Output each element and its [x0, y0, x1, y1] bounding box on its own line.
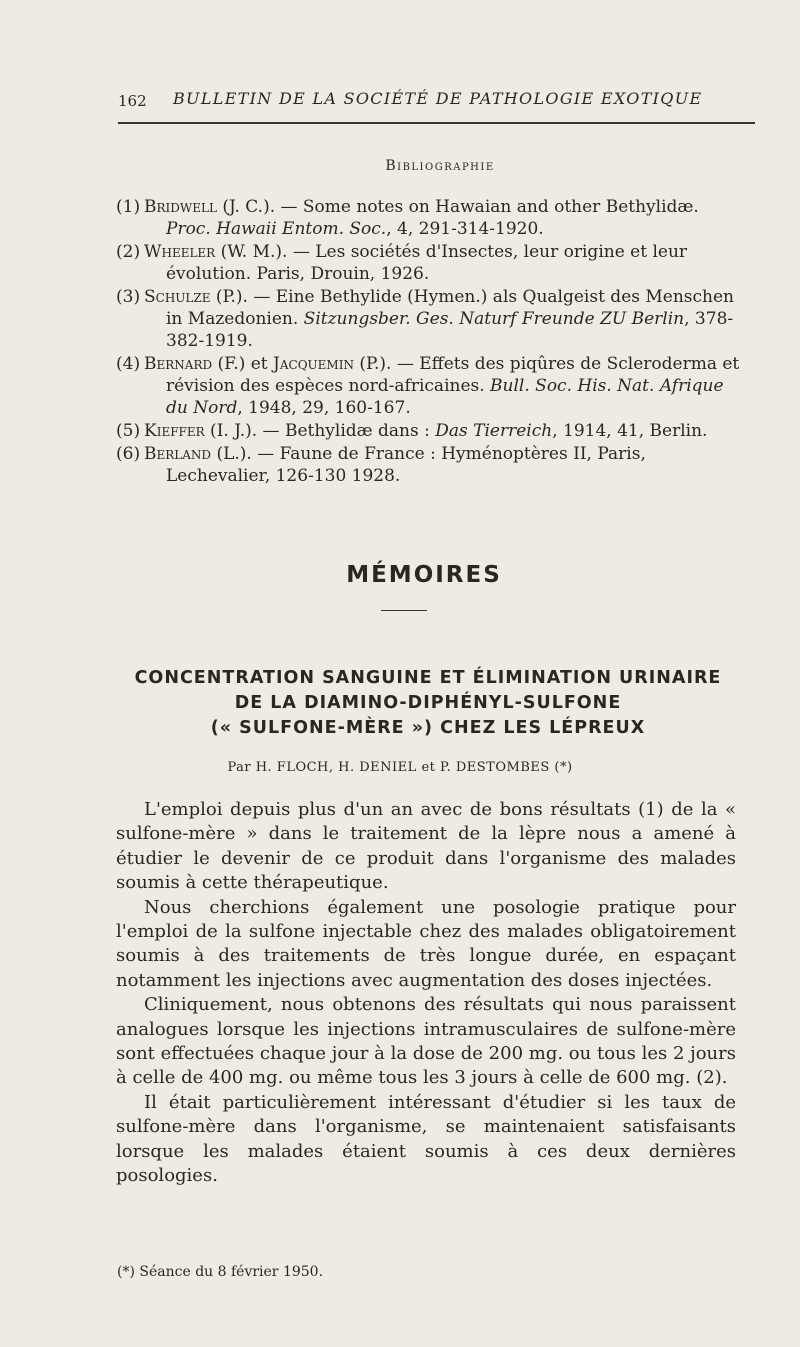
bib-author: Berland	[144, 444, 212, 464]
footnote: (*) Séance du 8 février 1950.	[117, 1264, 324, 1280]
article-title-line: (« SULFONE-MÈRE ») CHEZ LES LÉPREUX	[210, 718, 646, 738]
bib-source: Das Tierreich	[435, 421, 553, 441]
page-number: 162	[118, 92, 147, 110]
bib-author-2: Jacquemin	[273, 354, 354, 374]
bib-author: Wheeler	[144, 242, 216, 262]
journal-title: BULLETIN DE LA SOCIÉTÉ DE PATHOLOGIE EXOTIQUE	[173, 89, 703, 108]
section-title: MÉMOIRES	[346, 562, 502, 588]
bib-entry: (2) Wheeler (W. M.). — Les sociétés d'Insectes, leur origine et leur évolution. Paris, Drouin, 1926.	[116, 242, 688, 284]
running-head	[118, 86, 758, 116]
paragraph: L'emploi depuis plus d'un an avec de bons résultats (1) de la « sulfone-mère » dans le traitement de la lèpre nous a amené à étudier le devenir de ce produit dans l'organisme des malades soumis à cette thérapeutique.	[116, 799, 736, 894]
bib-entry: (4) Bernard (F.) et Jacquemin (P.). — Effets des piqûres de Scleroderma et révision des espèces nord-africaines. Bull. Soc. His. Nat. Afrique du Nord, 1948, 29, 160-167.	[116, 354, 740, 418]
bib-author: Kieffer	[144, 421, 205, 441]
article-title	[118, 666, 738, 741]
bib-author: Bernard	[144, 354, 213, 374]
paragraph: Cliniquement, nous obtenons des résultats qui nous paraissent analogues lorsque les injections intramusculaires de sulfone-mère sont effectuées chaque jour à la dose de 200 mg. ou tous les 2 jours à celle de 400 mg. ou même tous les 3 jours à celle de 600 mg. (2).	[116, 994, 736, 1089]
paragraph: Nous cherchions également une posologie pratique pour l'emploi de la sulfone injectable chez des malades obligatoirement soumis à des traitements de très longue durée, en espaçant notamment les injections avec augmentation des doses injectées.	[116, 896, 736, 991]
bib-source: Proc. Hawaii Entom. Soc.	[166, 219, 387, 239]
bibliography-list	[116, 196, 741, 488]
bibliography-heading: Bibliographie	[385, 158, 495, 174]
article-title-line: DE LA DIAMINO-DIPHÉNYL-SULFONE	[234, 693, 622, 713]
bib-author: Bridwell	[144, 197, 217, 217]
bib-entry: (3) Schulze (P.). — Eine Bethylide (Hymen.) als Qualgeist des Menschen in Mazedonien. Sitzungsber. Ges. Naturf Freunde ZU Berlin, 378-382-1919.	[116, 287, 734, 351]
article-title-line: CONCENTRATION SANGUINE ET ÉLIMINATION URINAIRE	[134, 668, 722, 688]
bib-entry: (6) Berland (L.). — Faune de France : Hyménoptères II, Paris, Lechevalier, 126-130 1928.	[116, 444, 646, 486]
bib-source: Sitzungsber. Ges. Naturf Freunde ZU Berlin	[303, 309, 685, 329]
bib-entry: (5) Kieffer (I. J.). — Bethylidæ dans : Das Tierreich, 1914, 41, Berlin.	[116, 421, 708, 441]
bib-author: Schulze	[144, 287, 211, 307]
bib-entry: (1) Bridwell (J. C.). — Some notes on Hawaian and other Bethylidæ. Proc. Hawaii Entom. Soc., 4, 291-314-1920.	[116, 197, 699, 239]
byline: Par H. FLOCH, H. DENIEL et P. DESTOMBES (*)	[227, 760, 573, 775]
article-body	[116, 798, 736, 1189]
paragraph: Il était particulièrement intéressant d'étudier si les taux de sulfone-mère dans l'organisme, se maintenaient satisfaisants lorsque les malades étaient soumis à ces deux dernières posologies.	[116, 1091, 736, 1187]
header-rule	[118, 122, 755, 124]
section-rule	[381, 610, 427, 611]
bib-source: Bull. Soc. His. Nat. Afrique du Nord	[166, 376, 724, 418]
